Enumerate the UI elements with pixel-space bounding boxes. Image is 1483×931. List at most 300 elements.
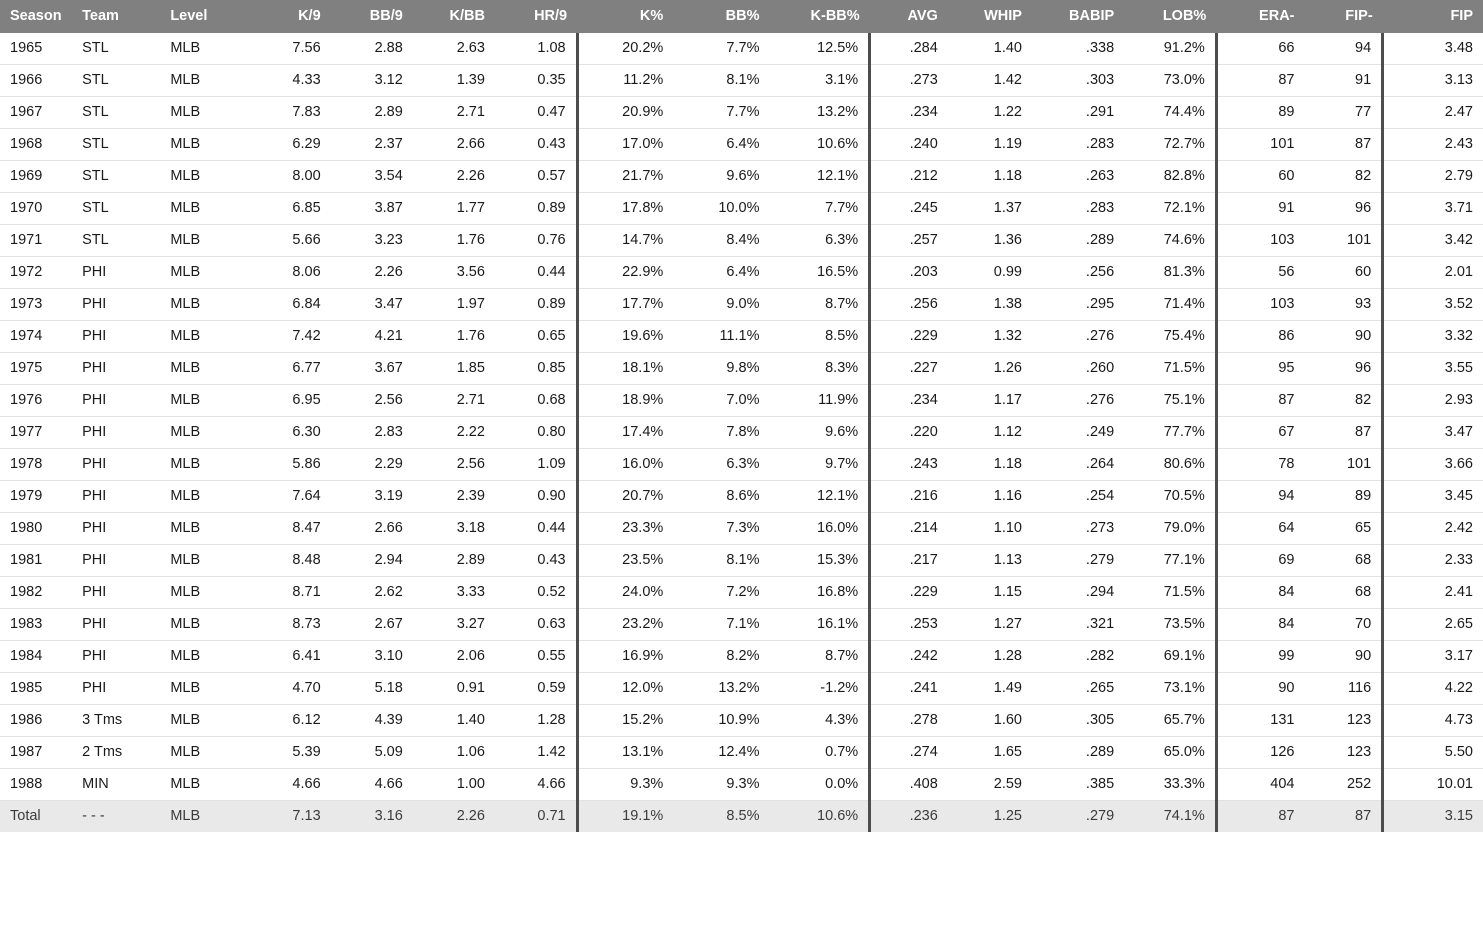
cell-team: STL [72, 33, 160, 65]
cell-k9: 8.00 [248, 161, 330, 193]
cell-eram: 66 [1216, 33, 1304, 65]
cell-hr9: 0.80 [495, 417, 577, 449]
cell-k9: 7.56 [248, 33, 330, 65]
column-header-season[interactable]: Season [0, 0, 72, 33]
table-row [0, 673, 1483, 705]
cell-lob: 72.1% [1124, 193, 1216, 225]
cell-babip: .338 [1032, 33, 1124, 65]
column-header-fipm[interactable]: FIP- [1305, 0, 1383, 33]
cell-fipm: 90 [1305, 641, 1383, 673]
cell-kbb: 1.97 [413, 289, 495, 321]
cell-bb9: 3.47 [331, 289, 413, 321]
cell-team: PHI [72, 673, 160, 705]
cell-eram: 131 [1216, 705, 1304, 737]
cell-avg: .253 [870, 609, 948, 641]
cell-whip: 1.13 [948, 545, 1032, 577]
cell-fip: 2.41 [1383, 577, 1483, 609]
column-header-whip[interactable]: WHIP [948, 0, 1032, 33]
cell-eram: 67 [1216, 417, 1304, 449]
cell-hr9: 0.35 [495, 65, 577, 97]
cell-lob: 73.0% [1124, 65, 1216, 97]
cell-k9: 6.77 [248, 353, 330, 385]
cell-k9: 7.13 [248, 801, 330, 833]
table-row [0, 225, 1483, 257]
cell-kbb: 2.06 [413, 641, 495, 673]
column-header-bb9[interactable]: BB/9 [331, 0, 413, 33]
cell-fipm: 87 [1305, 801, 1383, 833]
table-row [0, 417, 1483, 449]
cell-fipm: 93 [1305, 289, 1383, 321]
cell-team: 2 Tms [72, 737, 160, 769]
cell-k9: 7.64 [248, 481, 330, 513]
cell-bbpct: 7.3% [673, 513, 769, 545]
cell-fipm: 94 [1305, 33, 1383, 65]
cell-lob: 71.4% [1124, 289, 1216, 321]
cell-kbbpct: 12.1% [769, 161, 869, 193]
cell-bbpct: 9.0% [673, 289, 769, 321]
cell-lob: 77.7% [1124, 417, 1216, 449]
column-header-kpct[interactable]: K% [577, 0, 673, 33]
cell-kbbpct: 8.5% [769, 321, 869, 353]
cell-eram: 60 [1216, 161, 1304, 193]
cell-kbbpct: 8.7% [769, 641, 869, 673]
cell-whip: 1.17 [948, 385, 1032, 417]
column-header-bbpct[interactable]: BB% [673, 0, 769, 33]
cell-bb9: 2.66 [331, 513, 413, 545]
cell-season: 1970 [0, 193, 72, 225]
cell-kbb: 1.00 [413, 769, 495, 801]
cell-season: 1976 [0, 385, 72, 417]
cell-bb9: 5.09 [331, 737, 413, 769]
cell-k9: 8.48 [248, 545, 330, 577]
cell-bb9: 2.62 [331, 577, 413, 609]
cell-avg: .229 [870, 577, 948, 609]
cell-bb9: 2.29 [331, 449, 413, 481]
cell-k9: 4.66 [248, 769, 330, 801]
cell-season: 1975 [0, 353, 72, 385]
cell-bbpct: 12.4% [673, 737, 769, 769]
table-header-row [0, 0, 1483, 33]
cell-level: MLB [160, 705, 248, 737]
cell-bbpct: 11.1% [673, 321, 769, 353]
cell-lob: 81.3% [1124, 257, 1216, 289]
cell-hr9: 0.55 [495, 641, 577, 673]
cell-level: MLB [160, 65, 248, 97]
cell-fipm: 123 [1305, 737, 1383, 769]
cell-level: MLB [160, 33, 248, 65]
cell-babip: .291 [1032, 97, 1124, 129]
cell-fip: 3.66 [1383, 449, 1483, 481]
cell-level: MLB [160, 97, 248, 129]
cell-hr9: 0.71 [495, 801, 577, 833]
cell-bb9: 2.56 [331, 385, 413, 417]
cell-fip: 3.52 [1383, 289, 1483, 321]
cell-fipm: 82 [1305, 385, 1383, 417]
cell-bbpct: 6.4% [673, 257, 769, 289]
cell-lob: 73.1% [1124, 673, 1216, 705]
cell-kpct: 13.1% [577, 737, 673, 769]
cell-kbbpct: 16.5% [769, 257, 869, 289]
cell-team: STL [72, 65, 160, 97]
cell-eram: 84 [1216, 609, 1304, 641]
cell-fip: 3.47 [1383, 417, 1483, 449]
cell-eram: 101 [1216, 129, 1304, 161]
cell-fipm: 116 [1305, 673, 1383, 705]
cell-fip: 3.55 [1383, 353, 1483, 385]
cell-babip: .249 [1032, 417, 1124, 449]
cell-eram: 103 [1216, 225, 1304, 257]
cell-k9: 5.86 [248, 449, 330, 481]
cell-k9: 6.41 [248, 641, 330, 673]
cell-kpct: 11.2% [577, 65, 673, 97]
cell-eram: 69 [1216, 545, 1304, 577]
cell-level: MLB [160, 193, 248, 225]
cell-babip: .264 [1032, 449, 1124, 481]
column-header-fip[interactable]: FIP [1383, 0, 1483, 33]
cell-team: PHI [72, 353, 160, 385]
cell-bbpct: 7.2% [673, 577, 769, 609]
cell-kbbpct: 16.0% [769, 513, 869, 545]
cell-level: MLB [160, 129, 248, 161]
cell-avg: .227 [870, 353, 948, 385]
cell-team: STL [72, 225, 160, 257]
cell-whip: 0.99 [948, 257, 1032, 289]
cell-kbb: 2.26 [413, 801, 495, 833]
cell-hr9: 0.44 [495, 513, 577, 545]
cell-kpct: 17.8% [577, 193, 673, 225]
cell-lob: 82.8% [1124, 161, 1216, 193]
column-header-babip[interactable]: BABIP [1032, 0, 1124, 33]
cell-season: 1965 [0, 33, 72, 65]
cell-kbbpct: 7.7% [769, 193, 869, 225]
cell-babip: .263 [1032, 161, 1124, 193]
cell-season: 1982 [0, 577, 72, 609]
cell-babip: .303 [1032, 65, 1124, 97]
column-header-eram[interactable]: ERA- [1216, 0, 1304, 33]
cell-babip: .282 [1032, 641, 1124, 673]
column-header-k9[interactable]: K/9 [248, 0, 330, 33]
table-row [0, 129, 1483, 161]
cell-k9: 8.47 [248, 513, 330, 545]
cell-kpct: 17.4% [577, 417, 673, 449]
cell-level: MLB [160, 513, 248, 545]
cell-kbbpct: 8.3% [769, 353, 869, 385]
cell-lob: 71.5% [1124, 577, 1216, 609]
cell-eram: 64 [1216, 513, 1304, 545]
cell-hr9: 1.42 [495, 737, 577, 769]
cell-bb9: 3.10 [331, 641, 413, 673]
cell-k9: 4.70 [248, 673, 330, 705]
cell-kbbpct: 12.5% [769, 33, 869, 65]
cell-kbbpct: 8.7% [769, 289, 869, 321]
cell-team: STL [72, 193, 160, 225]
cell-lob: 72.7% [1124, 129, 1216, 161]
cell-eram: 95 [1216, 353, 1304, 385]
cell-hr9: 0.52 [495, 577, 577, 609]
cell-lob: 71.5% [1124, 353, 1216, 385]
cell-fipm: 87 [1305, 129, 1383, 161]
table-row [0, 609, 1483, 641]
cell-k9: 6.29 [248, 129, 330, 161]
cell-avg: .245 [870, 193, 948, 225]
cell-fip: 4.22 [1383, 673, 1483, 705]
cell-whip: 1.18 [948, 449, 1032, 481]
cell-lob: 65.7% [1124, 705, 1216, 737]
cell-eram: 91 [1216, 193, 1304, 225]
cell-avg: .284 [870, 33, 948, 65]
cell-bb9: 4.66 [331, 769, 413, 801]
cell-babip: .321 [1032, 609, 1124, 641]
cell-kbb: 3.33 [413, 577, 495, 609]
cell-avg: .243 [870, 449, 948, 481]
cell-lob: 74.1% [1124, 801, 1216, 833]
cell-bb9: 2.67 [331, 609, 413, 641]
cell-whip: 1.18 [948, 161, 1032, 193]
cell-babip: .294 [1032, 577, 1124, 609]
cell-bb9: 3.19 [331, 481, 413, 513]
cell-season: 1984 [0, 641, 72, 673]
cell-fip: 3.45 [1383, 481, 1483, 513]
cell-fipm: 68 [1305, 577, 1383, 609]
cell-k9: 8.06 [248, 257, 330, 289]
cell-whip: 1.49 [948, 673, 1032, 705]
cell-kbbpct: 13.2% [769, 97, 869, 129]
cell-fipm: 82 [1305, 161, 1383, 193]
cell-fip: 10.01 [1383, 769, 1483, 801]
column-header-hr9[interactable]: HR/9 [495, 0, 577, 33]
cell-avg: .240 [870, 129, 948, 161]
cell-kbbpct: 4.3% [769, 705, 869, 737]
table-header [0, 0, 1483, 33]
table-row [0, 257, 1483, 289]
cell-kbb: 1.76 [413, 225, 495, 257]
cell-season: 1983 [0, 609, 72, 641]
cell-bbpct: 9.3% [673, 769, 769, 801]
cell-lob: 69.1% [1124, 641, 1216, 673]
cell-season: 1978 [0, 449, 72, 481]
cell-babip: .385 [1032, 769, 1124, 801]
cell-fip: 2.42 [1383, 513, 1483, 545]
cell-fip: 4.73 [1383, 705, 1483, 737]
cell-kpct: 19.1% [577, 801, 673, 833]
cell-kpct: 16.0% [577, 449, 673, 481]
cell-season: 1967 [0, 97, 72, 129]
cell-lob: 91.2% [1124, 33, 1216, 65]
table-row [0, 353, 1483, 385]
cell-bb9: 2.88 [331, 33, 413, 65]
cell-avg: .241 [870, 673, 948, 705]
cell-eram: 99 [1216, 641, 1304, 673]
table-body [0, 33, 1483, 832]
cell-babip: .256 [1032, 257, 1124, 289]
cell-team: - - - [72, 801, 160, 833]
cell-team: PHI [72, 289, 160, 321]
cell-kpct: 12.0% [577, 673, 673, 705]
column-header-lob[interactable]: LOB% [1124, 0, 1216, 33]
cell-season: 1987 [0, 737, 72, 769]
cell-avg: .229 [870, 321, 948, 353]
cell-eram: 90 [1216, 673, 1304, 705]
cell-fip: 3.13 [1383, 65, 1483, 97]
cell-kbbpct: -1.2% [769, 673, 869, 705]
cell-fip: 3.17 [1383, 641, 1483, 673]
cell-bbpct: 6.3% [673, 449, 769, 481]
cell-team: 3 Tms [72, 705, 160, 737]
cell-fipm: 70 [1305, 609, 1383, 641]
table-row [0, 289, 1483, 321]
cell-babip: .273 [1032, 513, 1124, 545]
column-header-kbb[interactable]: K/BB [413, 0, 495, 33]
cell-bb9: 5.18 [331, 673, 413, 705]
table-row [0, 513, 1483, 545]
cell-team: MIN [72, 769, 160, 801]
cell-bbpct: 8.2% [673, 641, 769, 673]
cell-kbb: 2.63 [413, 33, 495, 65]
cell-season: 1977 [0, 417, 72, 449]
cell-babip: .279 [1032, 545, 1124, 577]
cell-eram: 126 [1216, 737, 1304, 769]
cell-team: PHI [72, 449, 160, 481]
cell-eram: 86 [1216, 321, 1304, 353]
cell-hr9: 4.66 [495, 769, 577, 801]
cell-avg: .408 [870, 769, 948, 801]
cell-bb9: 3.12 [331, 65, 413, 97]
cell-bb9: 3.16 [331, 801, 413, 833]
cell-bb9: 3.54 [331, 161, 413, 193]
cell-k9: 5.39 [248, 737, 330, 769]
cell-kbb: 2.66 [413, 129, 495, 161]
cell-kpct: 20.2% [577, 33, 673, 65]
cell-bbpct: 10.0% [673, 193, 769, 225]
cell-kbbpct: 12.1% [769, 481, 869, 513]
table-row [0, 65, 1483, 97]
cell-fip: 2.65 [1383, 609, 1483, 641]
cell-level: MLB [160, 289, 248, 321]
cell-hr9: 0.90 [495, 481, 577, 513]
cell-kbb: 2.39 [413, 481, 495, 513]
column-header-team[interactable]: Team [72, 0, 160, 33]
cell-hr9: 1.09 [495, 449, 577, 481]
cell-kbb: 1.06 [413, 737, 495, 769]
cell-lob: 74.4% [1124, 97, 1216, 129]
table-total-row [0, 801, 1483, 833]
cell-k9: 5.66 [248, 225, 330, 257]
table-row [0, 161, 1483, 193]
cell-hr9: 1.28 [495, 705, 577, 737]
cell-hr9: 0.63 [495, 609, 577, 641]
cell-season: 1979 [0, 481, 72, 513]
cell-fip: 2.79 [1383, 161, 1483, 193]
cell-fipm: 101 [1305, 449, 1383, 481]
cell-whip: 1.32 [948, 321, 1032, 353]
cell-fipm: 96 [1305, 353, 1383, 385]
cell-eram: 103 [1216, 289, 1304, 321]
cell-avg: .236 [870, 801, 948, 833]
column-header-level[interactable]: Level [160, 0, 248, 33]
cell-whip: 1.15 [948, 577, 1032, 609]
cell-fip: 3.32 [1383, 321, 1483, 353]
cell-whip: 1.40 [948, 33, 1032, 65]
cell-kpct: 17.0% [577, 129, 673, 161]
table-row [0, 641, 1483, 673]
cell-level: MLB [160, 161, 248, 193]
cell-avg: .212 [870, 161, 948, 193]
column-header-avg[interactable]: AVG [870, 0, 948, 33]
cell-bbpct: 8.5% [673, 801, 769, 833]
cell-kbbpct: 0.0% [769, 769, 869, 801]
cell-bb9: 2.26 [331, 257, 413, 289]
cell-eram: 78 [1216, 449, 1304, 481]
cell-team: PHI [72, 609, 160, 641]
column-header-kbbpct[interactable]: K-BB% [769, 0, 869, 33]
cell-team: PHI [72, 417, 160, 449]
cell-kpct: 18.9% [577, 385, 673, 417]
cell-bbpct: 10.9% [673, 705, 769, 737]
cell-whip: 2.59 [948, 769, 1032, 801]
cell-kpct: 16.9% [577, 641, 673, 673]
cell-k9: 6.85 [248, 193, 330, 225]
cell-fipm: 252 [1305, 769, 1383, 801]
cell-whip: 1.28 [948, 641, 1032, 673]
cell-k9: 7.83 [248, 97, 330, 129]
cell-fip: 3.71 [1383, 193, 1483, 225]
cell-hr9: 0.85 [495, 353, 577, 385]
cell-kbbpct: 16.8% [769, 577, 869, 609]
cell-team: STL [72, 97, 160, 129]
cell-kpct: 21.7% [577, 161, 673, 193]
cell-whip: 1.42 [948, 65, 1032, 97]
cell-kpct: 23.5% [577, 545, 673, 577]
cell-level: MLB [160, 321, 248, 353]
cell-bb9: 3.67 [331, 353, 413, 385]
cell-kpct: 22.9% [577, 257, 673, 289]
cell-avg: .242 [870, 641, 948, 673]
cell-whip: 1.37 [948, 193, 1032, 225]
cell-avg: .203 [870, 257, 948, 289]
cell-hr9: 0.68 [495, 385, 577, 417]
cell-eram: 404 [1216, 769, 1304, 801]
cell-kpct: 23.2% [577, 609, 673, 641]
cell-kbb: 1.85 [413, 353, 495, 385]
cell-kpct: 24.0% [577, 577, 673, 609]
cell-bb9: 4.21 [331, 321, 413, 353]
cell-avg: .278 [870, 705, 948, 737]
cell-avg: .216 [870, 481, 948, 513]
cell-avg: .274 [870, 737, 948, 769]
cell-kpct: 17.7% [577, 289, 673, 321]
cell-avg: .234 [870, 385, 948, 417]
cell-kbbpct: 11.9% [769, 385, 869, 417]
cell-season: 1971 [0, 225, 72, 257]
cell-kpct: 20.7% [577, 481, 673, 513]
cell-kbb: 3.27 [413, 609, 495, 641]
cell-team: STL [72, 129, 160, 161]
cell-season: Total [0, 801, 72, 833]
cell-fip: 5.50 [1383, 737, 1483, 769]
table-row [0, 321, 1483, 353]
cell-kbb: 2.89 [413, 545, 495, 577]
cell-kbbpct: 10.6% [769, 801, 869, 833]
table-row [0, 385, 1483, 417]
cell-level: MLB [160, 641, 248, 673]
cell-season: 1968 [0, 129, 72, 161]
table-row [0, 737, 1483, 769]
cell-babip: .265 [1032, 673, 1124, 705]
cell-kbb: 1.77 [413, 193, 495, 225]
cell-fip: 2.01 [1383, 257, 1483, 289]
cell-lob: 75.4% [1124, 321, 1216, 353]
cell-season: 1986 [0, 705, 72, 737]
